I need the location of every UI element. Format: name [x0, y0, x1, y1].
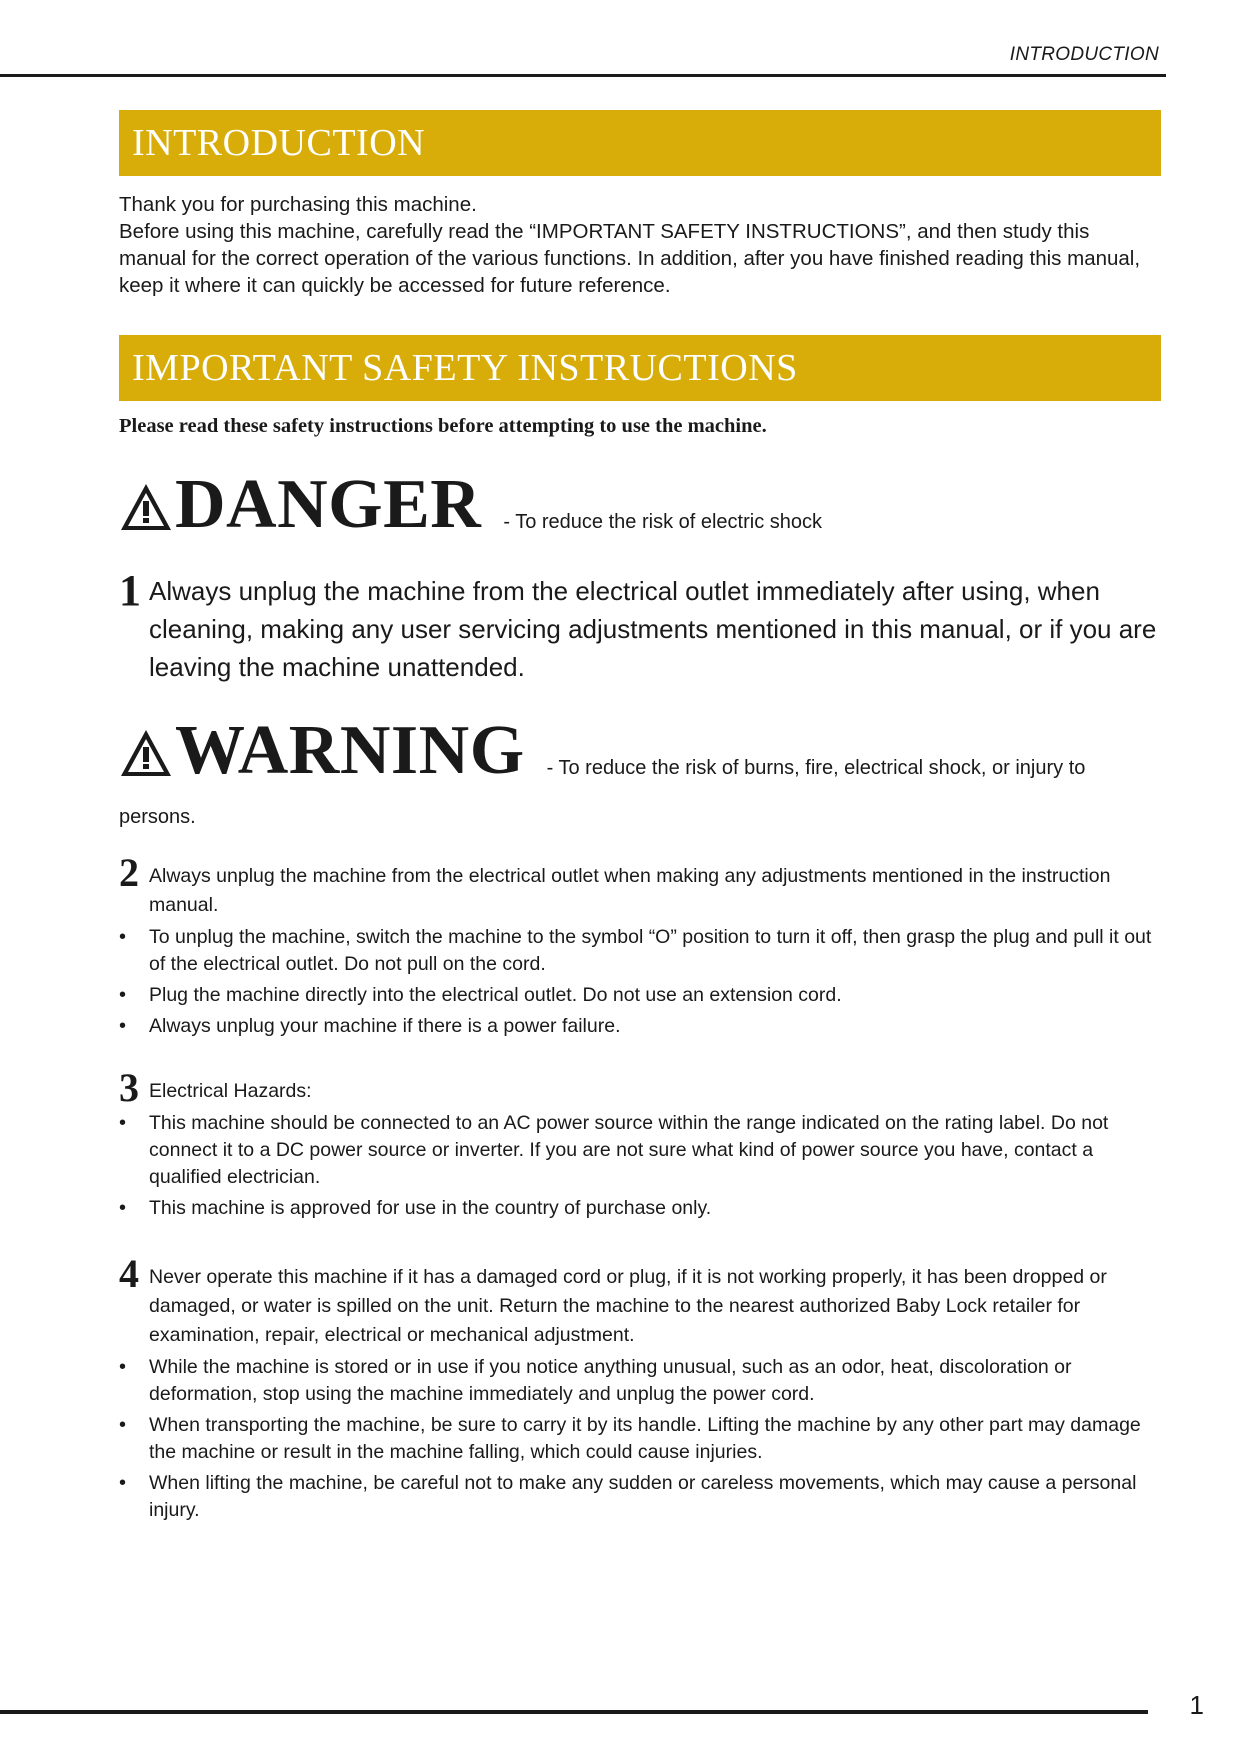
safety-lead: Please read these safety instructions before attempting to use the machine.: [119, 415, 767, 437]
item-3-bullets: [119, 1110, 1161, 1222]
page-number: 1: [1189, 1690, 1204, 1720]
safety-banner: IMPORTANT SAFETY INSTRUCTIONS: [119, 335, 1161, 401]
danger-subtitle: - To reduce the risk of electric shock: [503, 511, 823, 533]
item-number: 3: [119, 1065, 139, 1110]
danger-word: DANGER: [175, 466, 482, 543]
warning-subtitle-continuation: persons.: [119, 806, 196, 828]
warning-triangle-icon: [119, 728, 173, 778]
safety-item-3: [119, 1065, 1161, 1110]
item-2-bullets: [119, 924, 1161, 1040]
danger-heading: [119, 466, 1161, 543]
warning-word: WARNING: [175, 712, 525, 789]
item-text: Electrical Hazards:: [149, 1080, 312, 1102]
top-rule: [0, 74, 1166, 77]
item-4-bullets: [119, 1354, 1161, 1524]
bullet-item: • While the machine is stored or in use if you notice anything unusual, such as an odor, heat, discoloration or deformation, stop using the machine immediately and unplug the power cord.: [119, 1354, 1161, 1408]
introduction-banner: INTRODUCTION: [119, 110, 1161, 176]
intro-paragraph-1: Thank you for purchasing this machine.: [119, 193, 477, 216]
safety-item-4: [119, 1251, 1161, 1350]
bullet-item: • Always unplug your machine if there is a power failure.: [119, 1013, 1161, 1040]
bullet-item: • To unplug the machine, switch the machine to the symbol “O” position to turn it off, then grasp the plug and pull it out of the electrical outlet. Do not pull on the cord.: [119, 924, 1161, 978]
item-number: 2: [119, 850, 139, 895]
item-number: 4: [119, 1251, 139, 1296]
warning-subtitle: - To reduce the risk of burns, fire, electrical shock, or injury to: [546, 757, 1086, 779]
bottom-rule: [0, 1710, 1148, 1714]
warning-heading: [119, 712, 1161, 789]
bullet-item: • This machine should be connected to an AC power source within the range indicated on the rating label. Do not connect it to a DC power source or inverter. If you are not sure what kind of power source you have, contact a qualified electrician.: [119, 1110, 1161, 1191]
item-text: Never operate this machine if it has a damaged cord or plug, if it is not working properly, it has been dropped or damaged, or water is spilled on the unit. Return the machine to the nearest authorized Baby Lock retailer for examination, repair, electrical or mechanical adjustment.: [149, 1266, 1107, 1346]
item-text: Always unplug the machine from the electrical outlet immediately after using, when cleaning, making any user servicing adjustments mentioned in this manual, or if you are leaving the machine unattended.: [149, 576, 1157, 682]
running-header: INTRODUCTION: [1009, 44, 1159, 65]
warning-triangle-icon: [119, 482, 173, 532]
bullet-item: • When transporting the machine, be sure to carry it by its handle. Lifting the machine by any other part may damage the machine or result in the machine falling, which could cause injuries.: [119, 1412, 1161, 1466]
item-number: 1: [119, 566, 141, 615]
bullet-item: • Plug the machine directly into the electrical outlet. Do not use an extension cord.: [119, 982, 1161, 1009]
safety-item-2: [119, 850, 1161, 920]
item-text: Always unplug the machine from the electrical outlet when making any adjustments mentioned in the instruction manual.: [149, 865, 1111, 916]
intro-paragraph-2: Before using this machine, carefully read the “IMPORTANT SAFETY INSTRUCTIONS”, and then study this manual for the correct operation of the various functions. In addition, after you have finished reading this manual, keep it where it can quickly be accessed for future reference.: [119, 220, 1141, 297]
introduction-text: [119, 191, 1161, 299]
danger-item: [119, 566, 1161, 686]
bullet-item: • When lifting the machine, be careful not to make any sudden or careless movements, which may cause a personal injury.: [119, 1470, 1161, 1524]
page-content: [119, 110, 1161, 1524]
bullet-item: • This machine is approved for use in the country of purchase only.: [119, 1195, 1161, 1222]
